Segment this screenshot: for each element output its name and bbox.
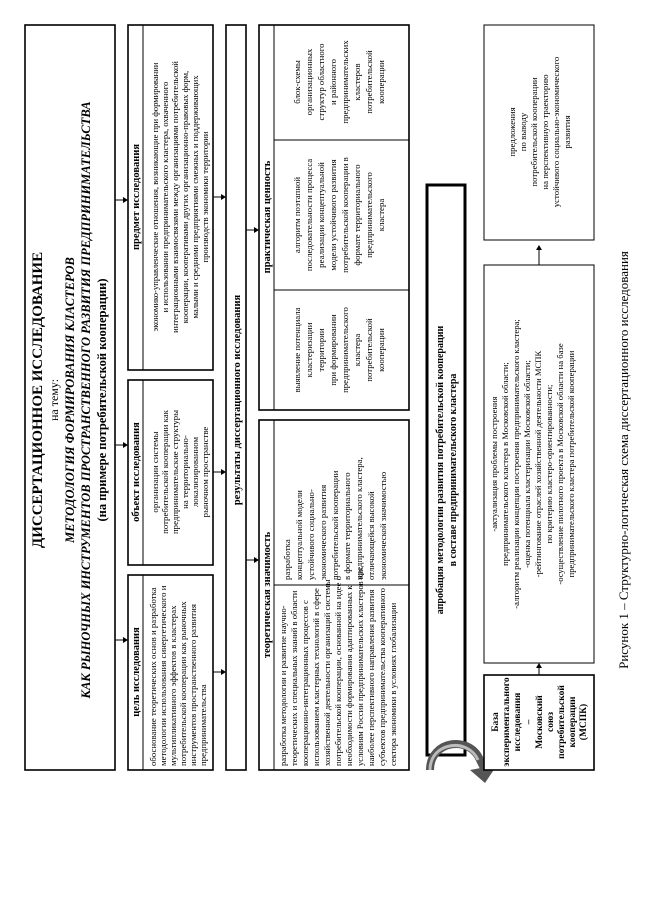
practice-col2-line: последовательности процесса [304,158,314,272]
goal-title: цель исследования [131,627,142,717]
practice-col3-line: и районного [328,59,338,105]
results-arrows [213,194,226,675]
actions-text [489,319,576,608]
theory-right-line: экономической значимостью [378,471,388,580]
theory-left-line: наиболее перспективного направления развития [366,589,376,766]
practice-col3-line: организационных [304,48,314,116]
actions-line: -актуализация проблемы построения [489,396,499,532]
arrow-actions-proposals [536,245,542,265]
practice-col2-line: модели устойчивого развития [328,159,338,271]
theory-left-line: потребительской кооперации, основанной на идее о [333,576,343,766]
practice-col2-line: потребительской кооперации в [340,157,350,273]
proposals-box [484,25,594,240]
base-line: (МСПК) [579,703,589,741]
theory-left-line: хозяйственной деятельности организаций системы [322,579,332,766]
practice-col3-line: кластеров [352,63,362,101]
arrow-base-actions [536,663,542,675]
practice-col2-line: формате территориального [352,164,362,266]
theory-right-line: потребительской кооперации [330,470,340,580]
object-line: рыночном пространстве [200,426,210,518]
practice-col1-line: кластеризации [304,322,314,378]
proposals-line: устойчивого социально-экономического [551,56,561,208]
practice-col1-line: выявление потенциала [292,307,302,393]
base-line: потребительской [557,685,567,759]
actions-line: -оценка потенциала кластеризации Московской области; [522,360,532,568]
actions-line: -осуществление пилотного проекта в Московской области на базе [555,343,565,585]
base-line: База [491,712,501,732]
practice-col3-line: кооперации [376,60,386,104]
theory-left-line: разработка методологии и развитие научно- [278,605,288,766]
object-line: на территориально- [180,435,190,509]
practice-col1-line: территории [316,328,326,372]
approbation-text [435,326,459,615]
header-topic-line3: (на примере потребительской кооперации) [95,278,109,522]
actions-line: предпринимательского кластера в Московской области; [500,362,510,566]
practice-col1-line: при формировании [328,314,338,386]
theory-left-line: необходимости формирования адаптированных к [344,585,354,766]
subject-title: предмет исследования [131,143,142,251]
header-title: ДИССЕРТАЦИОННОЕ ИССЛЕДОВАНИЕ [30,251,46,549]
proposals-line: предложения [507,107,517,157]
practice-title: практическая ценность [262,160,273,274]
object-line: потребительской кооперации как [160,410,170,534]
theory-left-line: кооперационно-интеграционных процессов с [300,600,310,766]
subject-line: производств экономики территории [200,131,210,263]
practice-col2-line: кластера [376,198,386,232]
theory-right-line: экономического развития [318,484,328,580]
theory-title: теоретическая значимость [262,531,273,659]
practice-col2-line: предпринимательского [364,172,374,258]
theory-left-line: условиям России предпринимательских кластеров как [355,567,365,766]
theory-right-line: концептуальной модели [294,490,304,580]
figure-caption: Рисунок 1 – Структурно-логическая схема диссертационного исследования [616,251,631,669]
object-title: объект исследования [131,422,142,522]
practice-col1-line: кооперации [376,328,386,372]
actions-line: -алгоритм реализации концепции построения предпринимательского кластера; [511,319,521,609]
proposals-line: по выводу [518,112,528,152]
practice-col3-line: структур областного [316,43,326,121]
practice-col1-line: потребительской [364,318,374,382]
actions-line: по критерию кластеро-ориентированности; [544,384,554,544]
theory-left-line: использованием кластерных технологий в сфере [311,588,321,766]
theory-left-line: теоретических и специальных знаний в области [289,590,299,766]
theory-right-line: в формате территориального [342,472,352,580]
object-line: локализированном [190,436,200,508]
goal-line: мультипликативного эффектов в кластерах [168,605,178,766]
goal-line: методологии использования синергетического и [158,585,168,766]
proposals-line: развития [562,115,572,149]
header-topic-line1: МЕТОДОЛОГИЯ ФОРМИРОВАНИЯ КЛАСТЕРОВ [63,257,77,543]
theory-right-line: отличающейся высокой [366,491,376,580]
base-line: – [524,719,534,725]
theory-left-line: сектора экономики в условиях глобализации [388,602,398,766]
header-arrows [115,197,128,643]
subject-line: кооперации, кооперативами других организационно-правовых форм, [180,70,190,324]
practice-col3-line: потребительской [364,50,374,114]
subject-line: и использовании предпринимательского кластера, охваченного [160,81,170,313]
goal-line: предпринимательства [198,684,208,766]
subject-line: экономико-управленческие отношения, возникающие при формировании [150,62,160,332]
practice-col3-line: предпринимательских [340,40,350,124]
object-line: предпринимательские структуры [170,409,180,535]
practice-col3-line: блок-схемы [292,60,302,104]
subject-line: интеграционными взаимосвязями между организациями потребительской [170,61,180,333]
practice-col1-line: предпринимательского [340,307,350,393]
actions-line: -рейтингование отраслей хозяйственной деятельности МСПК [533,350,543,578]
actions-line: предпринимательского кластера потребительской кооперации [566,350,576,578]
header-topic-line2: КАК РЫНОЧНЫХ ИНСТРУМЕНТОВ ПРОСТРАНСТВЕННОГО РАЗВИТИЯ ПРЕДПРИНИМАТЕЛЬСТВА [79,101,93,699]
approbation-line2: в составе предпринимательского кластера [448,373,459,567]
theory-right-line: предпринимательского кластера, [354,457,364,580]
results-to-blocks-arrows [246,227,259,563]
approbation-box [427,185,465,755]
practice-col1-line: кластера [352,333,362,367]
theory-right-line: устойчивого социально- [306,489,316,580]
base-line: экспериментального [502,677,512,767]
base-line: Московский [535,695,545,749]
proposals-line: на перспективную траекторию [540,74,550,190]
proposals-line: потребительской кооперации [529,77,539,187]
base-line: исследования [513,692,523,752]
approbation-line1: апробация методологии развития потребительской кооперации [435,325,446,615]
results-title: результаты диссертационного исследования [232,294,243,506]
goal-line: потребительской кооперации как рыночных [178,601,188,766]
theory-left-text [278,566,398,766]
theory-left-line: субъектов предпринимательства кооперативного [377,588,387,766]
practice-col2-line: алгоритм поэтапной [292,176,302,254]
theory-right-line: разработка [282,539,292,580]
object-line: организации системы [150,431,160,513]
base-line: кооперации [568,696,578,748]
goal-line: инструментов пространственного развития [188,604,198,766]
base-line: союз [546,711,556,733]
subject-line: малыми и средними предприятиями смежных и поддерживающих [190,75,200,319]
practice-col2-line: реализации концептуальной [316,162,326,268]
header-intro: на тему: [47,378,61,422]
goal-line: обоснование теоретических основ и разработка [148,587,158,766]
